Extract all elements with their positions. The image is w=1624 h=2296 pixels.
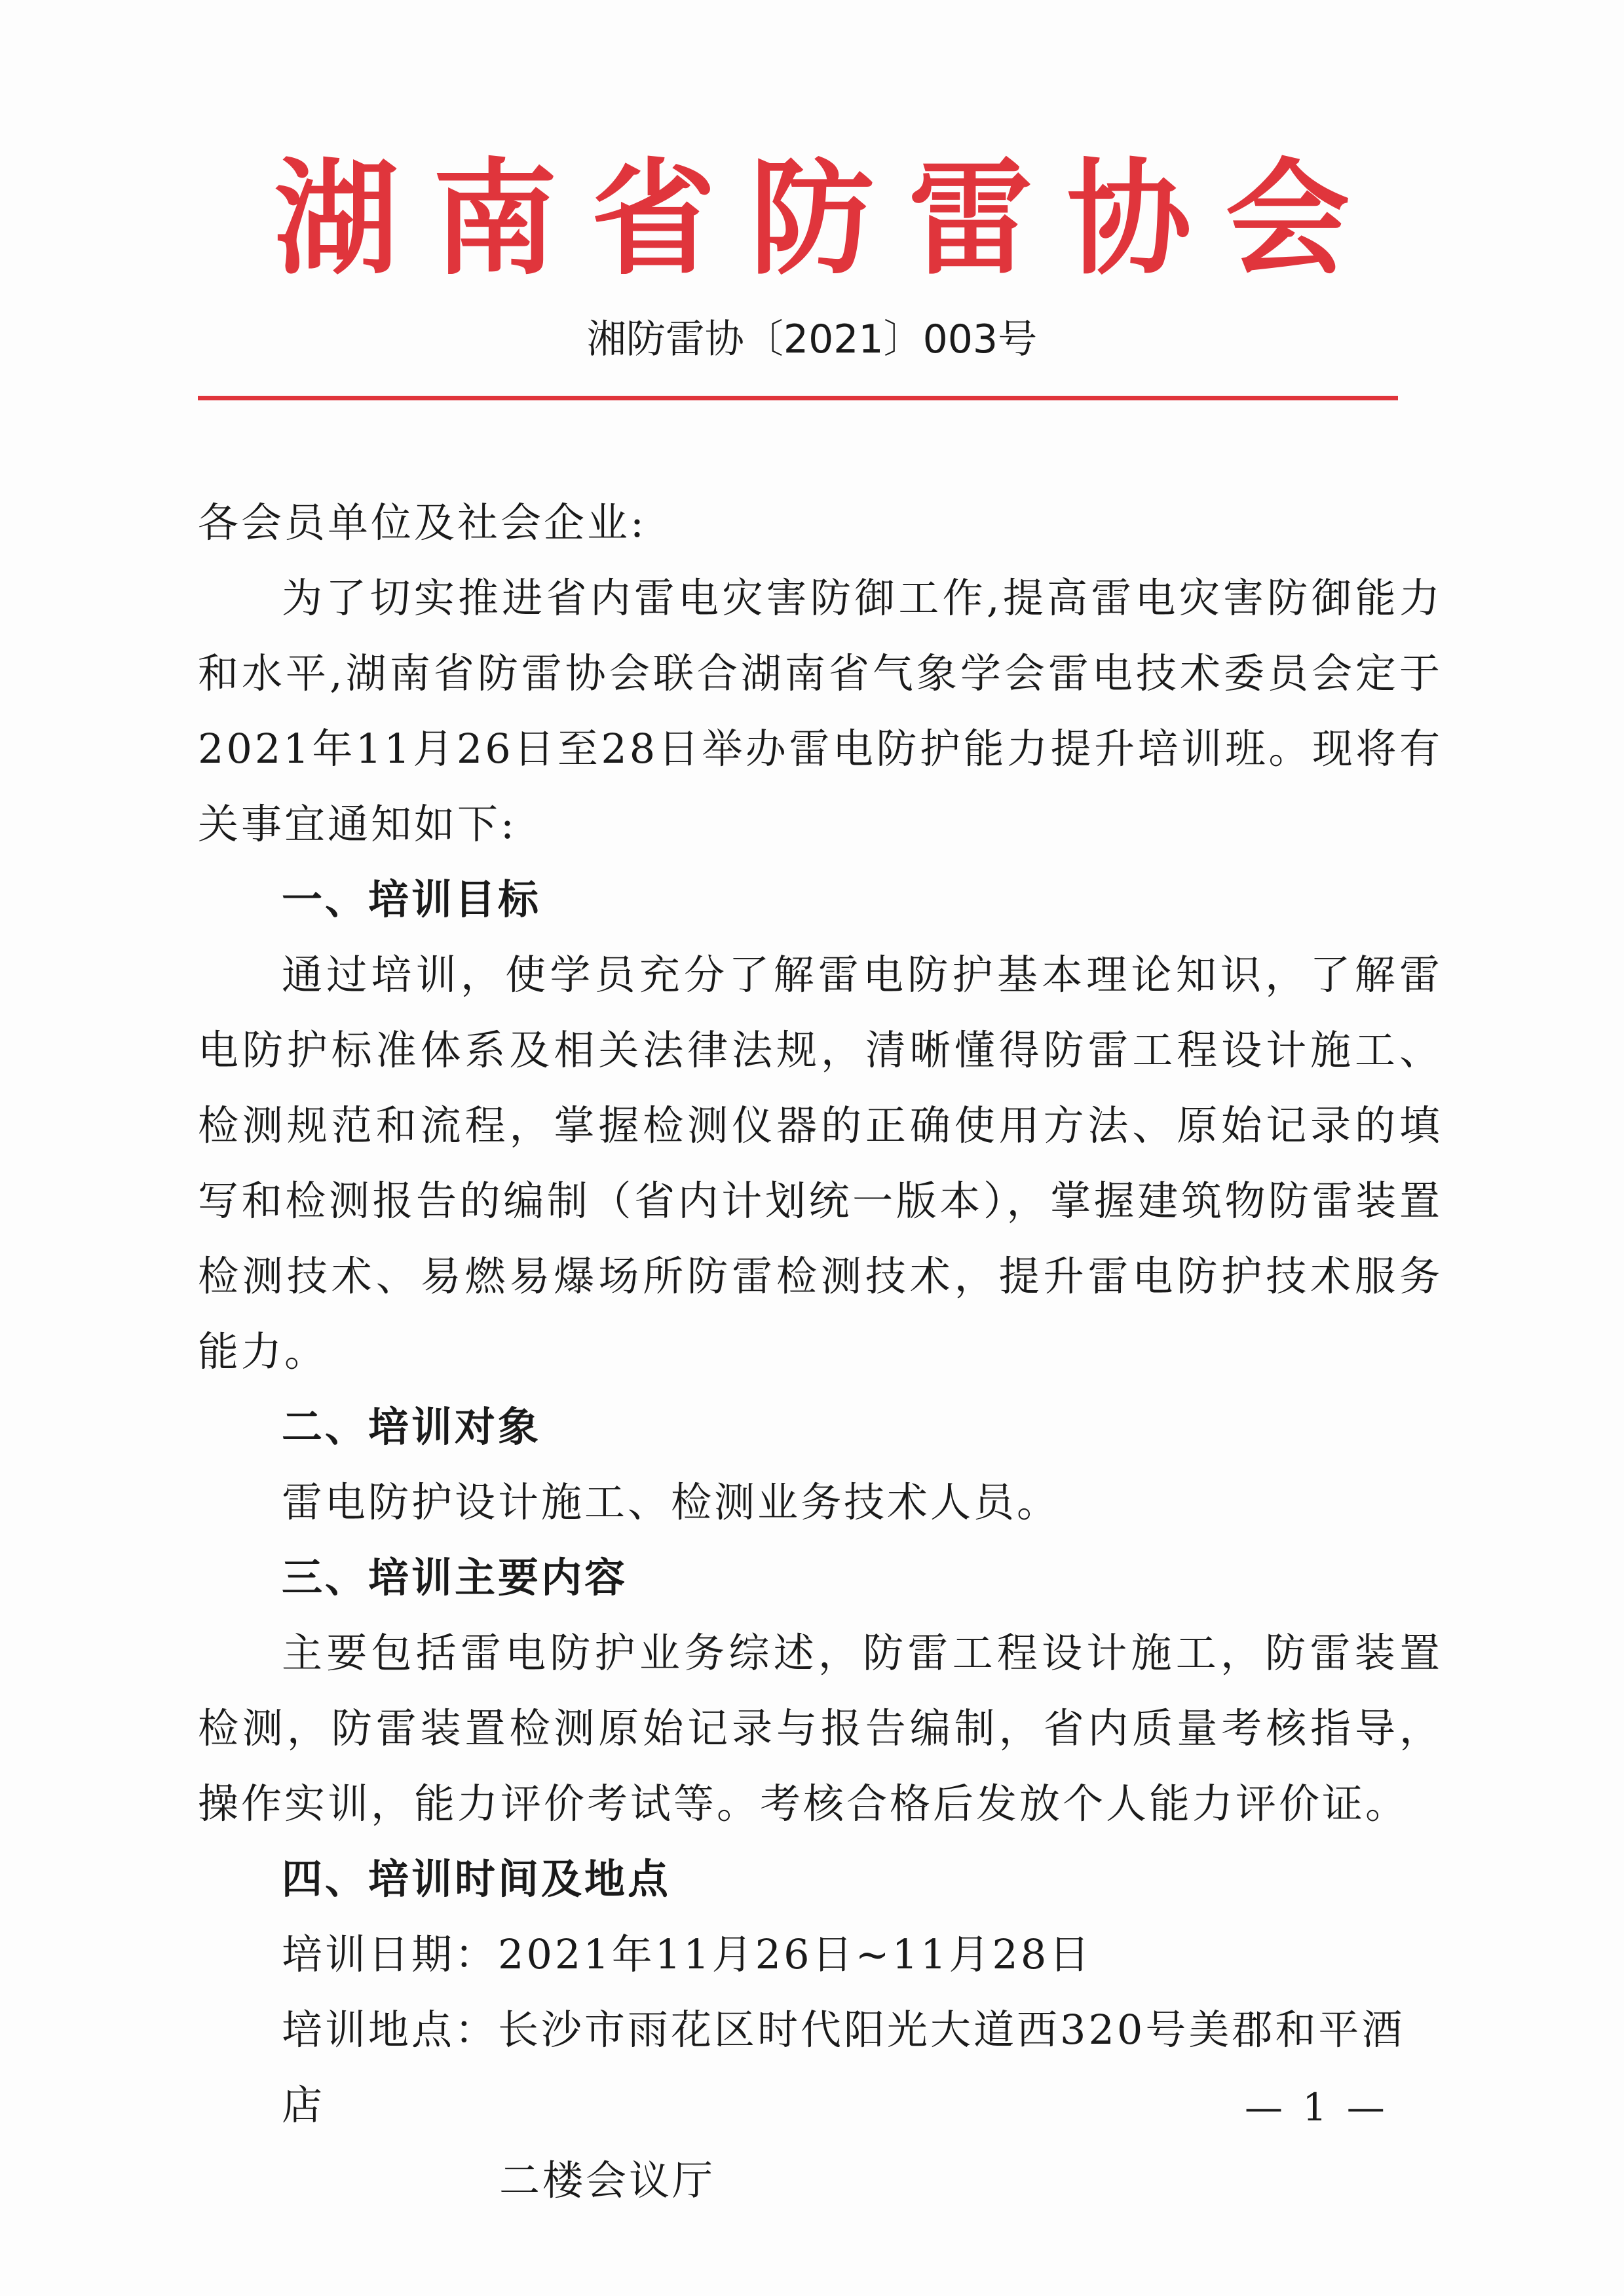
training-venue: 培训地点：长沙市雨花区时代阳光大道西320号美郡和平酒店: [282, 2006, 1405, 2129]
section-heading-time-location: 四、培训时间及地点: [282, 1855, 671, 1903]
section-text-content: 主要包括雷电防护业务综述，防雷工程设计施工，防雷装置检测，防雷装置检测原始记录与报告编制，省内质量考核指导，操作实训，能力评价考试等。考核合格后发放个人能力评价证。: [198, 1629, 1443, 1827]
document-body: [198, 485, 1443, 2218]
training-date: 培训日期：2021年11月26日~11月28日: [282, 1930, 1093, 1978]
section-text-audience: 雷电防护设计施工、检测业务技术人员。: [282, 1478, 1061, 1526]
training-venue-continued: 二楼会议厅: [499, 2156, 716, 2204]
intro-paragraph: 为了切实推进省内雷电灾害防御工作,提高雷电灾害防御能力和水平,湖南省防雷协会联合湖南省气象学会雷电技术委员会定于2021年11月26日至28日举办雷电防护能力提升培训班。现将有关事宜通知如下:: [198, 574, 1443, 848]
header-divider: [198, 396, 1398, 400]
section-heading-audience: 二、培训对象: [282, 1403, 542, 1451]
org-title: 湖南省防雷协会: [274, 147, 1384, 292]
section-heading-content: 三、培训主要内容: [282, 1554, 628, 1601]
section-text-goals: 通过培训，使学员充分了解雷电防护基本理论知识，了解雷电防护标准体系及相关法律法规，清晰懂得防雷工程设计施工、检测规范和流程，掌握检测仪器的正确使用方法、原始记录的填写和检测报告的编制（省内计划统一版本），掌握建筑物防雷装置检测技术、易燃易爆场所防雷检测技术，提升雷电防护技术服务能力。: [198, 951, 1443, 1375]
document-number: 湘防雷协〔2021〕003号: [586, 316, 1038, 362]
page-number: — 1 —: [1245, 2085, 1389, 2130]
section-heading-goals: 一、培训目标: [282, 875, 542, 923]
salutation: 各会员单位及社会企业:: [198, 499, 647, 546]
